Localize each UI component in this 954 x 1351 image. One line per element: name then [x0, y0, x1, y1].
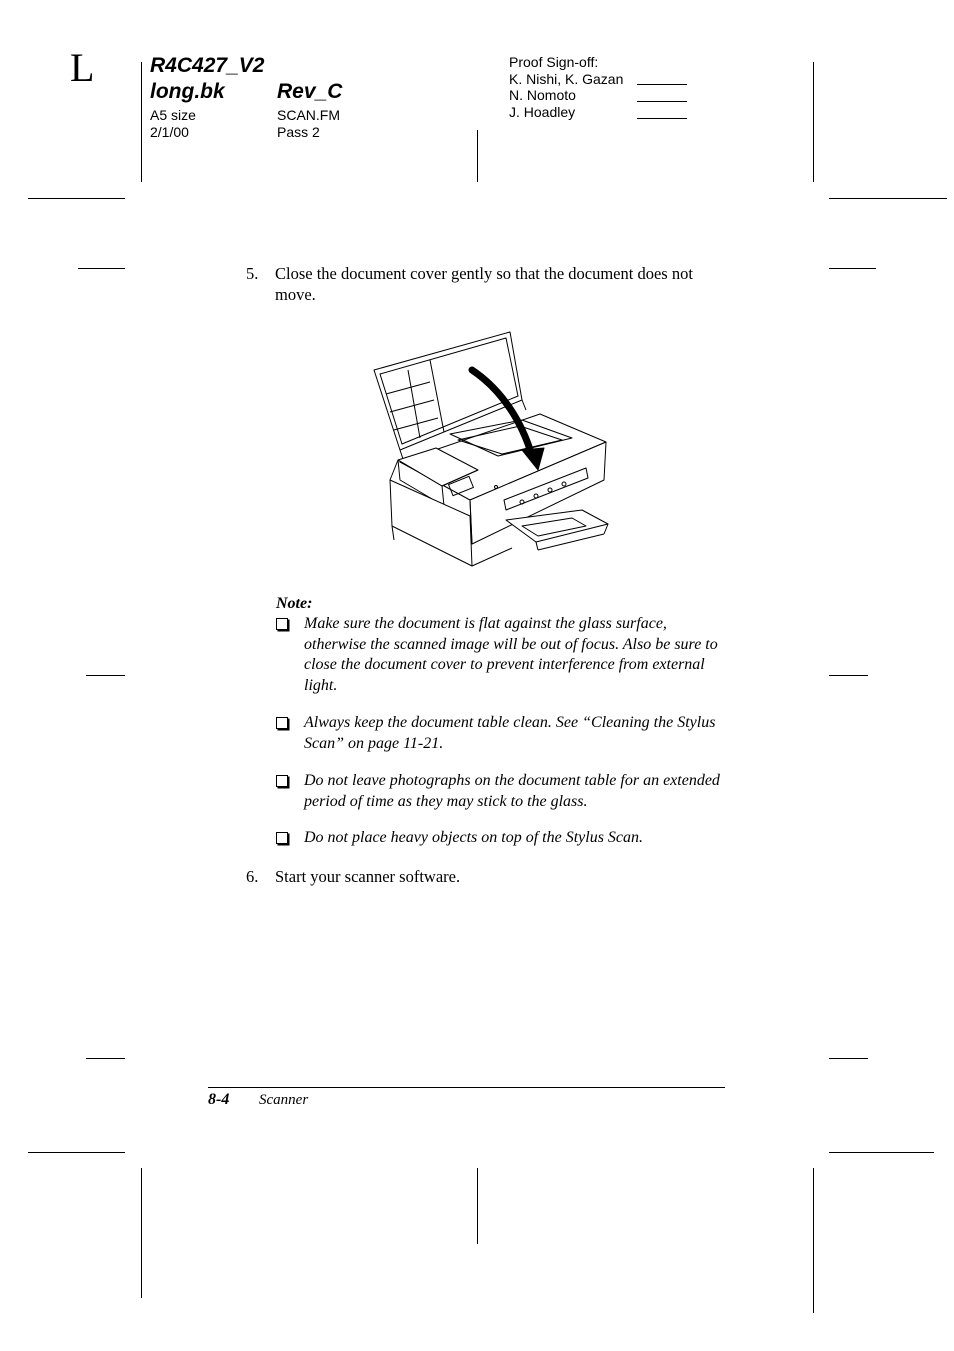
note-item-text: Do not place heavy objects on top of the Stylus Scan.	[304, 829, 644, 846]
crop-mark	[86, 1058, 125, 1059]
date: 2/1/00	[150, 124, 189, 140]
signoff-title: Proof Sign-off:	[509, 54, 599, 70]
crop-mark	[28, 198, 125, 199]
crop-mark	[813, 1168, 814, 1313]
crop-mark	[86, 675, 125, 676]
note-item-text: Always keep the document table clean. See “Cleaning the Stylus Scan” on page 11-21.	[304, 714, 716, 752]
signoff-blank	[637, 118, 687, 119]
crop-mark	[28, 1152, 125, 1153]
crop-mark	[829, 1152, 934, 1153]
corner-letter: L	[70, 45, 95, 90]
crop-mark	[141, 1168, 142, 1298]
crop-mark	[477, 130, 478, 182]
step-text: Start your scanner software.	[275, 867, 461, 886]
file-name: SCAN.FM	[277, 107, 340, 123]
footer-rule	[208, 1087, 725, 1088]
crop-mark	[829, 1058, 868, 1059]
signoff-blank	[637, 84, 687, 85]
signoff-name: N. Nomoto	[509, 87, 576, 103]
book-name: long.bk	[150, 80, 225, 103]
pass: Pass 2	[277, 124, 320, 140]
step-number: 5.	[246, 264, 259, 283]
crop-mark	[829, 675, 868, 676]
page-size: A5 size	[150, 107, 196, 123]
note-item	[276, 614, 726, 698]
signoff-name: K. Nishi, K. Gazan	[509, 71, 624, 87]
doc-id: R4C427_V2	[150, 54, 265, 77]
checkbox-bullet-icon	[276, 717, 288, 729]
section-title: Scanner	[259, 1092, 309, 1108]
note-item-text: Do not leave photographs on the document table for an extended period of time as they may stick to the glass.	[304, 772, 720, 810]
note-item	[276, 828, 726, 850]
crop-mark	[78, 268, 125, 269]
scanner-closing-cover-illustration	[372, 330, 612, 568]
crop-mark	[813, 62, 814, 182]
page-number: 8-4	[208, 1091, 230, 1108]
note-item	[276, 771, 726, 813]
revision: Rev_C	[277, 80, 343, 103]
step-number: 6.	[246, 867, 259, 886]
note-label: Note:	[276, 595, 313, 612]
crop-mark	[141, 62, 142, 182]
signoff-name: J. Hoadley	[509, 104, 576, 120]
note-item-text: Make sure the document is flat against the glass surface, otherwise the scanned image will be out of focus. Also be sure to close the document cover to prevent interference from external light.	[304, 615, 718, 694]
crop-mark	[477, 1168, 478, 1244]
step-text: Close the document cover gently so that the document does not move.	[275, 264, 693, 304]
checkbox-bullet-icon	[276, 832, 288, 844]
crop-mark	[829, 268, 876, 269]
checkbox-bullet-icon	[276, 775, 288, 787]
checkbox-bullet-icon	[276, 618, 288, 630]
signoff-blank	[637, 101, 687, 102]
note-item	[276, 713, 726, 755]
crop-mark	[829, 198, 947, 199]
